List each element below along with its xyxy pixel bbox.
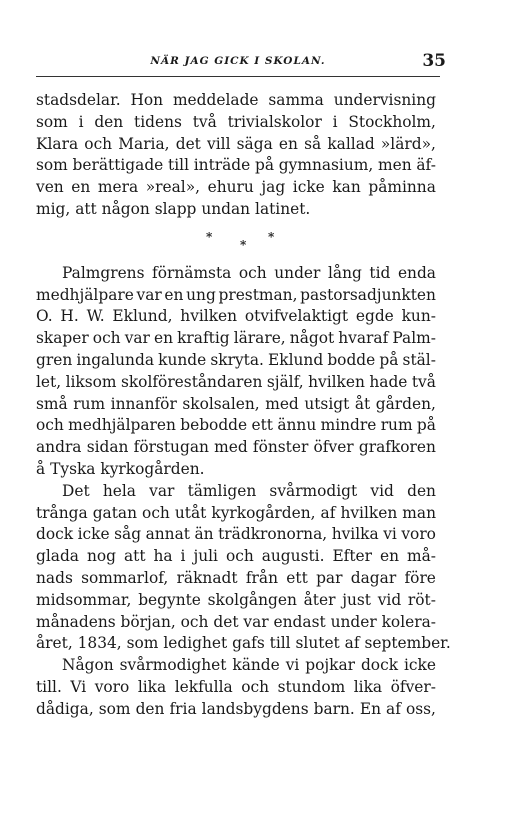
word: Efter [332, 547, 373, 566]
word: öfver [313, 438, 354, 457]
word: annat [145, 525, 190, 544]
word: fönster [252, 438, 309, 457]
word: Klara [36, 134, 79, 153]
word: prestman, [218, 285, 298, 304]
page-number: 35 [422, 51, 446, 71]
word: månadens [36, 612, 116, 631]
word: slutet [295, 634, 340, 653]
word: af [344, 634, 360, 653]
word: den [135, 699, 165, 718]
word: ledighet [163, 634, 228, 653]
word: glada [36, 547, 79, 566]
word: en [154, 329, 174, 348]
word: begynte [138, 590, 201, 609]
word: barn. [313, 699, 355, 718]
word: ännu [277, 416, 317, 435]
word: tidens [134, 112, 182, 131]
word: och [180, 612, 209, 631]
word: på [379, 350, 399, 369]
word: innanför [110, 394, 177, 413]
word: det [175, 134, 201, 153]
word: var [136, 285, 162, 304]
text-line [36, 394, 436, 416]
word: jag [261, 178, 286, 197]
paragraph-4 [36, 655, 436, 720]
word: än [194, 525, 214, 544]
word: mig, [36, 199, 71, 218]
word: året, [36, 634, 73, 653]
word: medhjälparen [68, 416, 176, 435]
word: midsommar, [36, 590, 132, 609]
word: andra [36, 438, 82, 457]
word: ingalunda [76, 350, 154, 369]
text-line [36, 155, 436, 177]
word: slapp [154, 199, 197, 218]
word: och [92, 329, 121, 348]
word: just [342, 590, 371, 609]
word: september. [364, 634, 451, 653]
word: med [265, 394, 299, 413]
word: dagar [350, 568, 397, 587]
word: till [168, 156, 189, 175]
word: hvilken [180, 307, 238, 326]
word: och [84, 134, 113, 153]
word: påminna [368, 178, 436, 197]
section-separator [36, 221, 436, 263]
word: grafkoren [358, 438, 436, 457]
word: bodde [327, 350, 376, 369]
text-line [36, 481, 436, 503]
word: pojkar [305, 656, 356, 675]
text-line [36, 655, 436, 677]
word: stundom [277, 677, 346, 696]
word: O. [36, 307, 53, 326]
word: samma [268, 91, 324, 109]
word: och [36, 416, 64, 435]
word: sommarlof, [81, 568, 169, 587]
text-line [36, 459, 436, 481]
word: ven [36, 178, 64, 197]
word: och [225, 547, 254, 566]
word: af [320, 503, 336, 522]
word: den [407, 481, 436, 500]
word: fria [169, 699, 197, 718]
word: var [124, 329, 150, 348]
word: kände [232, 656, 280, 675]
word: ha [153, 547, 173, 566]
word: nads [36, 568, 73, 587]
text-line [36, 350, 436, 372]
word: hvilka [331, 525, 379, 544]
word: förstugan [133, 438, 209, 457]
text-line [36, 285, 436, 307]
word: med [214, 438, 248, 457]
word: gren [36, 350, 73, 369]
word: rum [380, 416, 413, 435]
word: i [180, 547, 186, 566]
word: undan [201, 199, 251, 218]
word: vill [207, 134, 231, 153]
word: hela [102, 481, 136, 500]
word: skolsalen, [182, 394, 260, 413]
word: hvaraf [338, 329, 389, 348]
word: en [164, 285, 184, 304]
word: lärare, [233, 329, 286, 348]
word: gatan [92, 503, 138, 522]
word: var [149, 481, 175, 500]
word: skryta. [210, 350, 264, 369]
word: W. [86, 307, 105, 326]
word: juli [193, 547, 218, 566]
word: nog [86, 547, 116, 566]
text-line [36, 546, 436, 568]
body-text [36, 90, 451, 721]
word: rum [73, 394, 106, 413]
word: Tyska [50, 459, 96, 478]
word: Det [62, 481, 90, 500]
word: gården, [375, 394, 436, 413]
word: på [255, 156, 275, 175]
text-line [36, 90, 436, 112]
word: ett [251, 416, 273, 435]
text-line [36, 263, 436, 285]
word: gymnasium, [278, 156, 374, 175]
text-line [36, 677, 436, 699]
word: något [289, 329, 335, 348]
word: undervisning [333, 91, 436, 109]
word: röt- [407, 590, 436, 609]
word: gafs [232, 634, 265, 653]
word: ehuru [207, 178, 254, 197]
word: medhjälpare [36, 285, 134, 304]
text-line [36, 328, 436, 350]
word: trånga [36, 503, 88, 522]
word: augusti. [261, 547, 325, 566]
word: par [316, 568, 343, 587]
word: stadsdelar. [36, 91, 121, 109]
word: skolgången [207, 590, 297, 609]
word: trivialskolor [227, 112, 322, 131]
word: svårmodighet [119, 656, 227, 675]
text-line [36, 503, 436, 525]
separator-star: * [240, 237, 247, 252]
word: i [78, 112, 84, 131]
word: Eklund [268, 350, 324, 369]
word: själf, [266, 372, 304, 391]
separator-star: * [206, 229, 213, 244]
word: kun- [401, 307, 436, 326]
text-line [36, 199, 436, 221]
word: under [274, 263, 321, 282]
text-line [36, 633, 451, 655]
word: pastorsadjunkten [300, 285, 436, 304]
word: egde [355, 307, 394, 326]
word: »real», [145, 178, 201, 197]
word: en [71, 178, 91, 197]
word: som [36, 112, 68, 131]
word: under [330, 612, 377, 631]
text-line [36, 134, 436, 156]
word: hade [369, 372, 408, 391]
word: 1834, [77, 634, 122, 653]
word: förnämsta [152, 263, 232, 282]
word: vi [383, 525, 397, 544]
word: kyrkogården. [100, 459, 205, 478]
word: två [192, 112, 217, 131]
word: så [304, 134, 322, 153]
word: utåt [174, 503, 207, 522]
word: svårmodigt [269, 481, 358, 500]
text-line [36, 372, 436, 394]
word: Eklund, [112, 307, 173, 326]
word: trädkronorna, [218, 525, 328, 544]
text-line [36, 568, 436, 590]
word: två [411, 372, 436, 391]
paragraph-2 [36, 263, 436, 481]
word: endast [273, 612, 326, 631]
text-line [36, 437, 436, 459]
word: som [36, 156, 68, 175]
word: å [36, 459, 46, 478]
word: att [75, 199, 97, 218]
word: enda [397, 263, 436, 282]
text-line [36, 612, 436, 634]
word: mindre [320, 416, 377, 435]
text-line [36, 112, 436, 134]
word: var [243, 612, 269, 631]
word: Palmgrens [62, 263, 145, 282]
word: otvifvelaktigt [244, 307, 349, 326]
word: att [123, 547, 146, 566]
word: må- [407, 547, 436, 566]
paragraph-1 [36, 90, 436, 221]
text-line [36, 524, 436, 546]
word: tämligen [187, 481, 257, 500]
word: ung [186, 285, 216, 304]
word: och [241, 677, 270, 696]
word: skaper [36, 329, 89, 348]
word: Vi [70, 677, 87, 696]
word: Någon [62, 656, 114, 675]
word: kunde [158, 350, 207, 369]
word: inträde [193, 156, 251, 175]
word: början, [120, 612, 176, 631]
word: oss, [405, 699, 436, 718]
word: Maria, [118, 134, 170, 153]
word: man [402, 503, 436, 522]
word: små [36, 394, 68, 413]
word: före [404, 568, 436, 587]
word: icke [292, 178, 325, 197]
word: sidan [86, 438, 129, 457]
word: latinet. [255, 199, 311, 218]
word: lika [137, 677, 167, 696]
word: hvilken [308, 372, 365, 391]
paragraph-3 [36, 481, 451, 655]
word: meddelade [172, 91, 259, 109]
word: det [213, 612, 239, 631]
word: en [380, 547, 400, 566]
word: utsigt [304, 394, 350, 413]
word: dock [36, 525, 74, 544]
word: kolera- [381, 612, 436, 631]
word: kallad [327, 134, 375, 153]
word: lång [327, 263, 362, 282]
word: voro [401, 525, 436, 544]
text-line [36, 306, 436, 328]
word: någon [101, 199, 150, 218]
word: hvilken [340, 503, 398, 522]
separator-star: * [268, 229, 275, 244]
word: men [378, 156, 412, 175]
word: såg [114, 525, 142, 544]
word: räknadt [176, 568, 238, 587]
word: och [238, 263, 267, 282]
running-title: NÄR JAG GICK I SKOLAN. [150, 55, 326, 67]
word: »lärd», [380, 134, 436, 153]
word: icke [77, 525, 110, 544]
word: kraftig [177, 329, 230, 348]
word: stäl- [402, 350, 436, 369]
word: skolföreståndaren [120, 372, 263, 391]
word: vid [370, 481, 394, 500]
word: äf- [416, 156, 436, 175]
word: mera [97, 178, 139, 197]
word: dådiga, [36, 699, 94, 718]
word: öfver- [390, 677, 436, 696]
word: icke [403, 656, 436, 675]
word: voro [94, 677, 130, 696]
word: från [245, 568, 278, 587]
word: Palm- [392, 329, 436, 348]
word: i [332, 112, 338, 131]
word: liksom [65, 372, 117, 391]
word: till [269, 634, 291, 653]
text-line [36, 699, 436, 721]
word: lika [353, 677, 383, 696]
word: på [416, 416, 436, 435]
word: ett [286, 568, 308, 587]
word: dock [360, 656, 399, 675]
word: vi [285, 656, 300, 675]
text-line [36, 590, 436, 612]
word: landsbygdens [201, 699, 309, 718]
word: tid [369, 263, 391, 282]
word: En [359, 699, 382, 718]
word: H. [60, 307, 79, 326]
word: bebodde [180, 416, 248, 435]
word: som [126, 634, 159, 653]
word: kan [332, 178, 361, 197]
word: let, [36, 372, 62, 391]
running-head [36, 51, 446, 77]
word: den [94, 112, 124, 131]
word: af [386, 699, 401, 718]
word: vid [377, 590, 402, 609]
word: berättigade [72, 156, 164, 175]
text-line [36, 415, 436, 437]
word: en [278, 134, 298, 153]
word: till. [36, 677, 62, 696]
text-line [36, 177, 436, 199]
word: säga [236, 134, 273, 153]
word: och [142, 503, 170, 522]
word: Stockholm, [348, 112, 436, 131]
word: lekfulla [174, 677, 233, 696]
word: åt [354, 394, 371, 413]
word: åter [303, 590, 336, 609]
word: som [98, 699, 131, 718]
word: Hon [130, 91, 164, 109]
word: kyrkogården, [211, 503, 316, 522]
